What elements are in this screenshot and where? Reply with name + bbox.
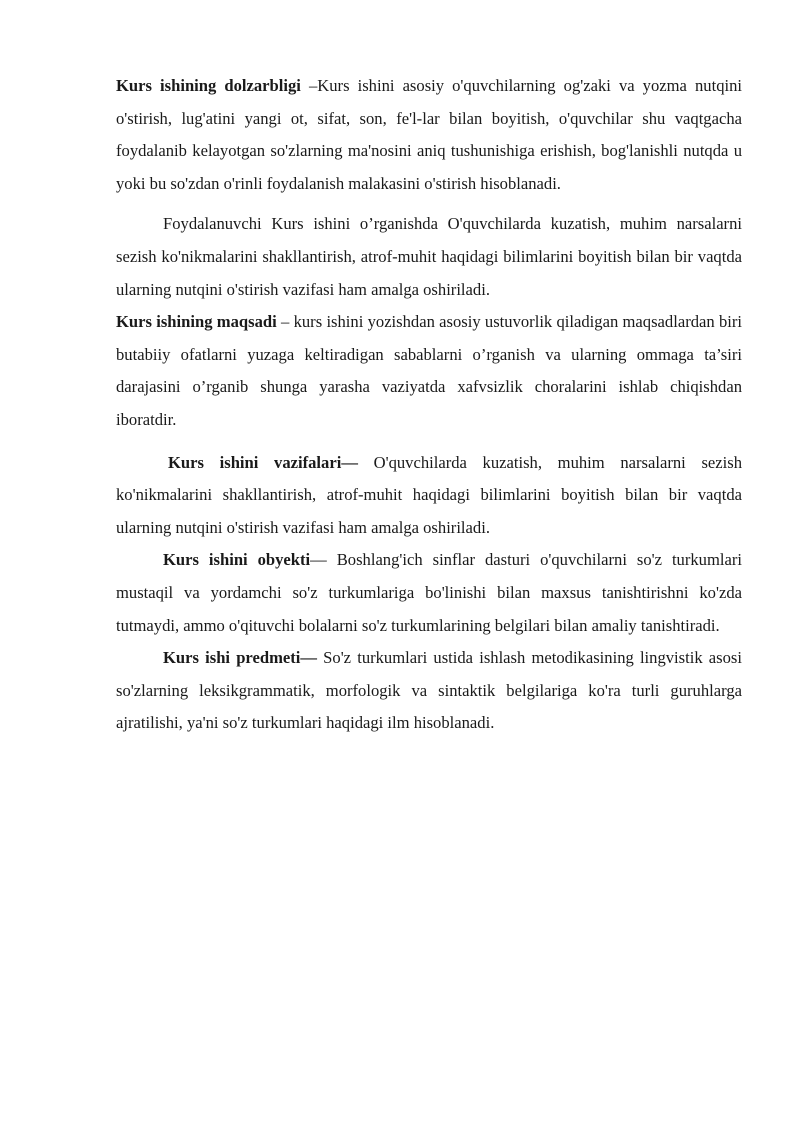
paragraph-heading: Kurs ishini obyekti bbox=[163, 550, 311, 570]
paragraph-foydalanuvchi bbox=[116, 208, 742, 306]
paragraph-text: Foydalanuvchi Kurs ishini o’rganishda O'quvchilarda kuzatish, muhim narsalarni sezish ko'nikmalarini shakllantirish, atrof-muhit haqidagi bilimlarini boyitish bilan bir vaqtda ularning nutqini o'stirish vazifasi ham amalga oshiriladi. bbox=[116, 214, 742, 299]
paragraph-heading: Kurs ishining maqsadi bbox=[116, 312, 277, 332]
paragraph-text: – kurs ishini yozishdan asosiy ustuvorlik qiladigan maqsadlardan biri butabiiy ofatlarni yuzaga keltiradigan sabablarni o’rganish va ularning ommaga ta’siri darajasini o’rganib shunga yarasha vaziyatda xafvsizlik choralarini ishlab chiqishdan iboratdir. bbox=[116, 312, 742, 429]
paragraph-text: –Kurs ishini asosiy o'quvchilarning og'zaki va yozma nutqini o'stirish, lug'atini yangi ot, sifat, son, fe'l-lar bilan boyitish, o'quvchilar shu vaqtgacha foydalanib kelayotgan so'zlarning ma'nosini aniq tushunishiga erishish, bog'lanishli nutqda u yoki bu so'zdan o'rinli foydalanish malakasini o'stirish hisoblanadi. bbox=[116, 76, 743, 193]
paragraph-maqsadi bbox=[116, 306, 742, 436]
paragraph-text: So'z turkumlari ustida ishlash metodikasining lingvistik asosi so'zlarning leksikgrammatik, morfologik va sintaktik belgilariga ko'ra turli guruhlarga ajratilishi, ya'ni so'z turkumlari haqidagi ilm hisoblanadi. bbox=[116, 648, 742, 733]
paragraph-text: O'quvchilarda kuzatish, muhim narsalarni sezish ko'nikmalarini shakllantirish, atrof-muhit haqidagi bilimlarini boyitish bilan bir vaqtda ularning nutqini o'stirish vazifasi ham amalga oshiriladi. bbox=[116, 452, 743, 537]
paragraph-heading: Kurs ishini vazifalari— bbox=[168, 452, 358, 472]
paragraph-obyekti bbox=[116, 544, 742, 642]
paragraph-text: — Boshlang'ich sinflar dasturi o'quvchilarni so'z turkumlari mustaqil va yordamchi so'z turkumlariga bo'linishi bilan maxsus tanishtirishni ko'zda tutmaydi, ammo o'qituvchi bolalarni so'z turkumlarining belgilari bilan amaliy tanishtiradi. bbox=[116, 550, 742, 635]
paragraph-heading: Kurs ishining dolzarbligi bbox=[116, 76, 301, 95]
paragraph-vazifalari bbox=[116, 447, 742, 545]
paragraph-heading: Kurs ishi predmeti— bbox=[163, 648, 317, 668]
document-body bbox=[116, 70, 742, 740]
paragraph-predmeti bbox=[116, 642, 742, 740]
paragraph-dolzarbligi bbox=[116, 70, 742, 200]
